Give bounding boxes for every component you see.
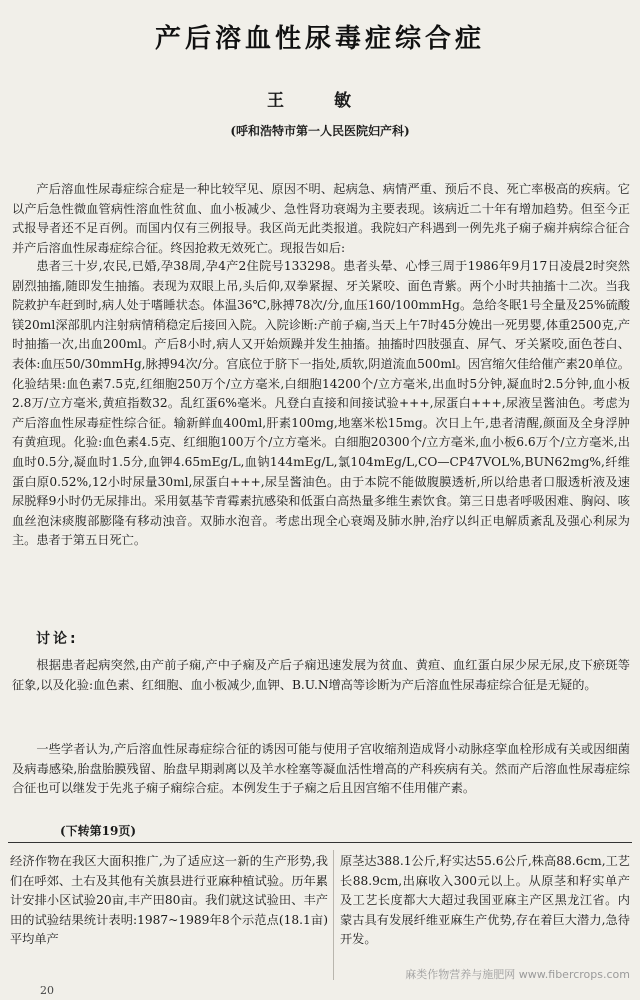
section-divider	[8, 842, 632, 843]
discussion-paragraph-1: 根据患者起病突然,由产前子痫,产中子痫及产后子痫迅速发展为贫血、黄疸、血红蛋白尿少尿无尿,皮下瘀斑等征象,以及化验:血色素、红细胞、血小板减少,血钾、B.U.N增高等诊断为产后溶血性尿毒症综合征是无疑的。	[12, 658, 630, 692]
watermark: 麻类作物营养与施肥网 www.fibercrops.com	[405, 968, 630, 981]
page-number: 20	[40, 984, 54, 997]
discussion-heading: 讨论:	[36, 631, 79, 647]
next-article-left-column: 经济作物在我区大面积推广,为了适应这一新的生产形势,我们在呼郊、土右及其他有关旗县进行亚麻种植试验。历年累计安排小区试验20亩,丰产田80亩。我们就这试验田、丰产田的试验结果统计表明:1987~1989年8个示范点(18.1亩)平均单产	[10, 854, 328, 947]
next-article-right-column: 原茎达388.1公斤,籽实达55.6公斤,株高88.6cm,工艺长88.9cm,出麻收入300元以上。从原茎和籽实单产及工艺长度都大大超过我国亚麻主产区黑龙江省。内蒙古具有发展纤维亚麻生产优势,存在着巨大潜力,急待开发。	[340, 854, 630, 947]
discussion-paragraph-2: 一些学者认为,产后溶血性尿毒症综合征的诱因可能与使用子宫收缩剂造成肾小动脉痉挛血栓形成有关或因细菌及病毒感染,胎盘胎膜残留、胎盘早期剥离以及羊水栓塞等凝血活性增高的产科疾病有关。然而产后溶血性尿毒症综合征也可以继发于先兆子痫子痫综合症。本例发生于子痫之后且因宫缩不佳用催产素。	[12, 742, 630, 796]
article-author: 王 敏	[267, 91, 373, 111]
intro-paragraph: 产后溶血性尿毒症综合症是一种比较罕见、原因不明、起病急、病情严重、预后不良、死亡率极高的疾病。它以产后急性微血管病性溶血性贫血、血小板减少、急性肾功衰竭为主要表现。该病近二十年有增加趋势。但至今正式报导者还不足百例。而国内仅有三例报导。我区尚无此类报道。我院妇产科遇到一例先兆子痫子痫并病综合征合并产后溶血性尿毒症综合征。终因抢救无效死亡。现报告如后:	[12, 182, 630, 255]
column-separator	[333, 850, 334, 980]
continued-note: (下转第19页)	[60, 824, 137, 838]
author-affiliation: (呼和浩特市第一人民医院妇产科)	[230, 124, 410, 138]
case-report-paragraph: 患者三十岁,农民,已婚,孕38周,孕4产2住院号133298。患者头晕、心悸三周于1986年9月17日凌晨2时突然剧烈抽搐,随即发生抽搐。表现为双眼上吊,头后仰,双拳紧握、牙关紧咬、面色青紫。两个小时共抽搐十二次。当我院救护车赶到时,病人处于嗜睡状态。体温36℃,脉搏78次/分,血压160/100mmHg。急给冬眠1号全量及25%硫酸镁20ml深部肌内注射病情稍稳定后接回入院。入院诊断:产前子痫,当天上午7时45分娩出一死男婴,体重2500克,产时抽搐一次,出血200ml。产后8小时,病人又开始烦躁并发生抽搐。抽搐时四肢强直、屏气、牙关紧咬,面色苍白、表体:血压50/30mmHg,脉搏94次/分。宫底位于脐下一指处,质软,阴道流血500ml。因宫缩欠佳给催产素20单位。化验结果:血色素7.5克,红细胞250万个/立方毫米,白细胞14200个/立方毫米,出血时5分钟,凝血时2.5分钟,血小板2.8万/立方毫米,黄疸指数32。乱红蛋6%毫米。凡登白直接和间接试验+++,尿蛋白+++,尿液呈酱油色。考虑为产后溶血性尿毒症性综合征。输新鲜血400ml,肝素100mg,地塞米松15mg。次日上午,患者清醒,颜面及全身浮肿有黄疸现。化验:血色素4.5克、红细胞100万个/立方毫米。白细胞20300个/立方毫米,血小板6.6万个/立方毫米,出血时0.5分,凝血时1.5分,血钾4.65mEg/L,血钠144mEg/L,氯104mEg/L,CO—CP47VOL%,BUN62mg%,纤维蛋白原0.52%,12小时尿量30ml,尿蛋白+++,尿呈酱油色。由于本院不能做腹膜透析,所以给患者口服透析液及速尿脱释9小时仍无尿排出。采用氨基苄青霉素抗感染和低蛋白高热量多维生素饮食。第三日患者呼吸困难、胸闷、咳血丝泡沫痰腹部膨隆有移动浊音。双肺水泡音。考虑出现全心衰竭及肺水肿,治疗以纠正电解质紊乱及强心利尿为主。患者于第五日死亡。	[12, 259, 630, 548]
article-title: 产后溶血性尿毒症综合症	[154, 24, 485, 54]
